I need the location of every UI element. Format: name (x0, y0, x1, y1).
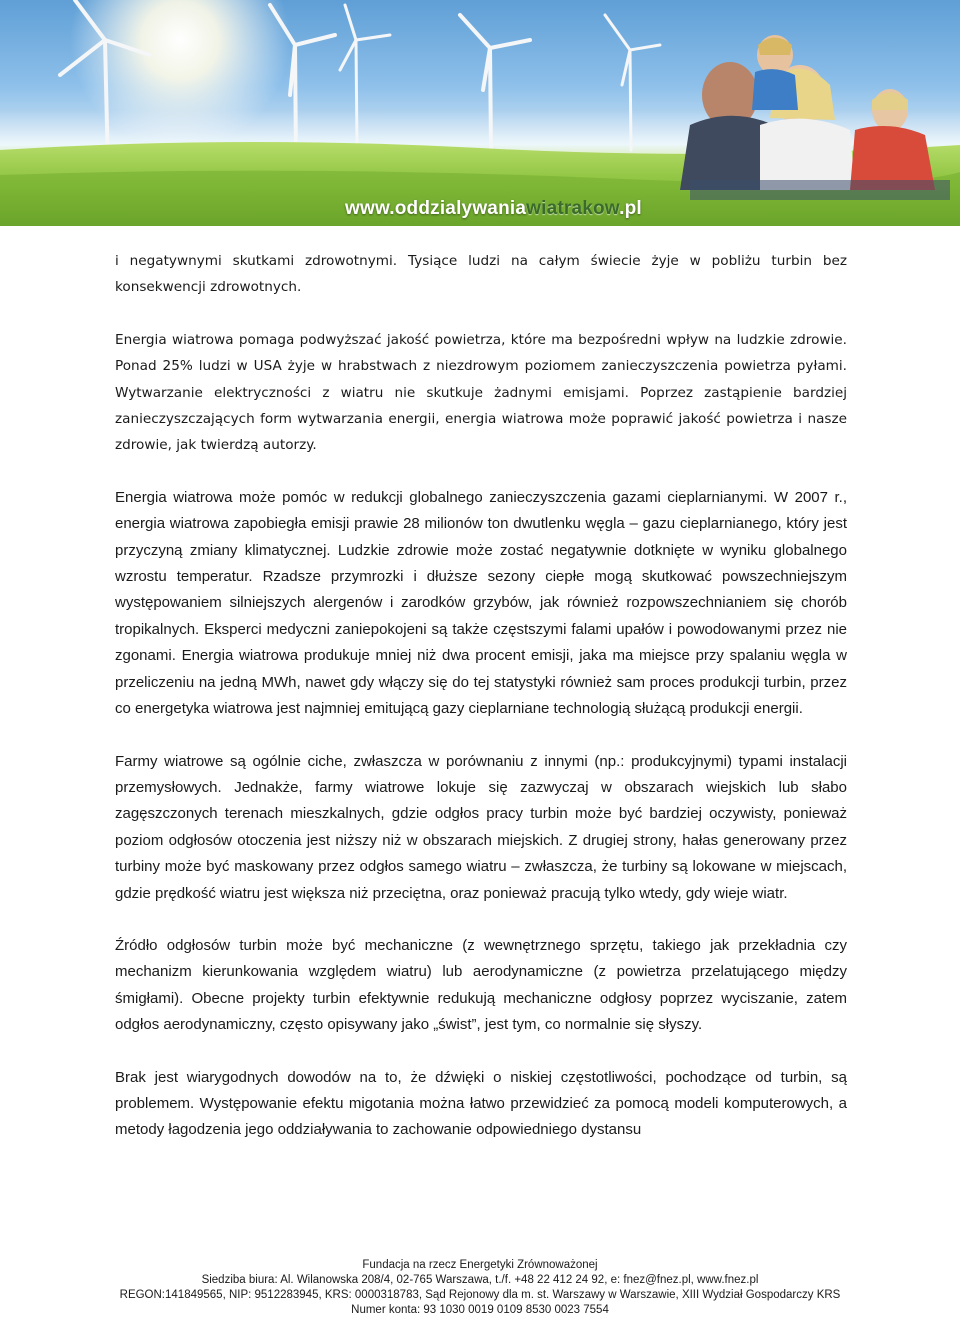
website-url (345, 198, 642, 220)
url-main: www.oddzialywania (345, 198, 527, 219)
url-accent: wiatrakow (526, 198, 620, 219)
paragraph-3: Energia wiatrowa może pomóc w redukcji globalnego zanieczyszczenia gazami cieplarnianymi. W 2007 r., energia wiatrowa zapobiegła emisji prawie 28 milionów ton dwutlenku węgla – gazu cieplarnianego, który jest przyczyną zmiany klimatycznej. Ludzkie zdrowie może zostać negatywnie dotknięte w wyniku globalnego wzrostu temperatur. Rzadsze przymrozki i dłuższe sezony ciepłe mogą skutkować powszechniejszym występowaniem silniejszych alergenów i zarodków grzybów, jak również rozpowszechnianiem się chorób tropikalnych. Eksperci medyczni zaniepokojeni są także częstszymi falami upałów i powodowanymi przez nie zgonami. Energia wiatrowa produkuje mniej niż dwa procent emisji, jaka ma miejsce przy spalaniu węgla w przeliczeniu na jedną MWh, nawet gdy włączy się do tej statystyki również sam proces produkcji turbin, przez co energetyka wiatrowa jest najmniej emitującą gazy cieplarniane technologią służącą produkcji energii. (115, 488, 847, 718)
article-body (115, 248, 847, 1144)
footer-registry: REGON:141849565, NIP: 9512283945, KRS: 0000318783, Sąd Rejonowy dla m. st. Warszawy w Warszawie, XIII Wydział Gospodarczy KRS (119, 1289, 841, 1301)
footer-account: Numer konta: 93 1030 0019 0109 8530 0023 7554 (351, 1304, 609, 1316)
paragraph-1: i negatywnymi skutkami zdrowotnymi. Tysiące ludzi na całym świecie żyje w pobliżu turbin bez konsekwencji zdrowotnych. (115, 253, 847, 296)
paragraph-2: Energia wiatrowa pomaga podwyższać jakość powietrza, które ma bezpośredni wpływ na ludzkie zdrowie. Ponad 25% ludzi w USA żyje w hrabstwach z niezdrowym poziomem zanieczyszczenia powietrza pyłami. Wytwarzanie elektryczności z wiatru nie skutkuje żadnymi emisjami. Poprzez zastąpienie bardziej zanieczyszczających form wytwarzania energii, energia wiatrowa może poprawić jakość powietrza i nasze zdrowie, jak twierdzą autorzy. (115, 331, 847, 454)
url-end: .pl (619, 198, 642, 219)
header-banner (0, 0, 960, 226)
footer-organization: Fundacja na rzecz Energetyki Zrównoważonej (362, 1259, 598, 1271)
paragraph-4: Farmy wiatrowe są ogólnie ciche, zwłaszcza w porównaniu z innymi (np.: produkcyjnymi) typami instalacji przemysłowych. Jednakże, farmy wiatrowe lokuje się zazwyczaj w obszarach wiejskich lub słabo zagęszczonych terenach mieszkalnych, gdzie odgłos pracy turbin może być bardziej oczywisty, ponieważ poziom odgłosów otoczenia jest niższy niż w obszarach miejskich. Z drugiej strony, hałas generowany przez turbiny może być maskowany przez odgłos samego wiatru – zwłaszcza, że turbiny są lokowane w miejscach, gdzie prędkość wiatru jest większa niż przeciętna, oraz ponieważ pracują tylko wtedy, gdy wieje wiatr. (115, 752, 847, 902)
footer-address: Siedziba biura: Al. Wilanowska 208/4, 02-765 Warszawa, t./f. +48 22 412 24 92, e: fnez@fnez.pl, www.fnez.pl (201, 1274, 759, 1286)
paragraph-5: Źródło odgłosów turbin może być mechaniczne (z wewnętrznego sprzętu, takiego jak przekładnia czy mechanizm kierunkowania względem wiatru) lub aerodynamiczne (z powietrza przelatującego między śmigłami). Obecne projekty turbin efektywnie redukują mechaniczne odgłosy poprzez wyciszanie, zatem odgłos aerodynamiczny, często opisywany jako „świst”, jest tym, co normalnie się słyszy. (115, 936, 847, 1034)
paragraph-6: Brak jest wiarygodnych dowodów na to, że dźwięki o niskiej częstotliwości, pochodzące od turbin, są problemem. Występowanie efektu migotania można łatwo przewidzieć za pomocą modeli komputerowych, a metody łagodzenia jego oddziaływania to zachowanie odpowiedniego dystansu (115, 1068, 847, 1139)
wind-farm-illustration (0, 0, 960, 226)
page-footer (0, 1258, 960, 1318)
